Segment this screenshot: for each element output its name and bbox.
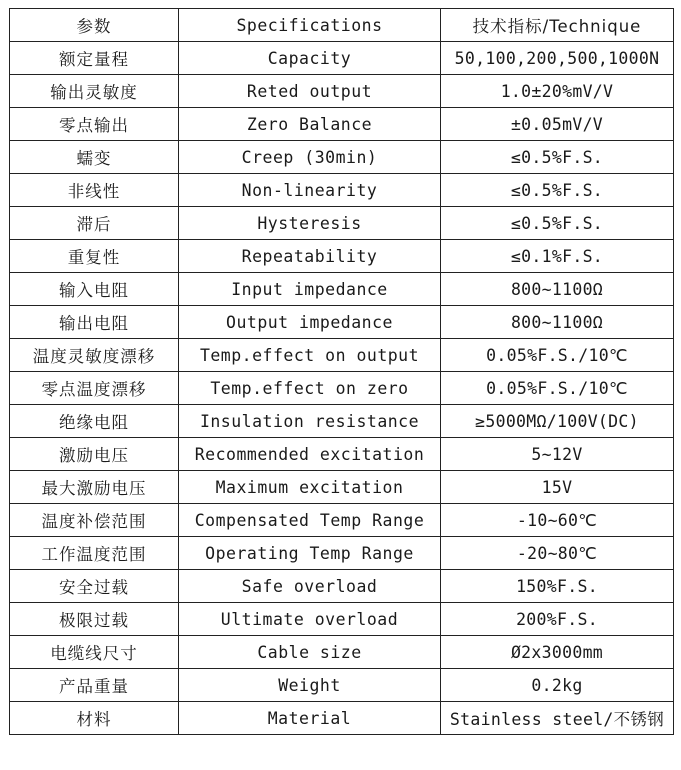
table-header-row [10, 9, 674, 42]
param-zh: 蠕变 [10, 141, 179, 174]
table-row [10, 306, 674, 339]
param-zh: 零点温度漂移 [10, 372, 179, 405]
table-row [10, 207, 674, 240]
header-technique: 技术指标/Technique [441, 9, 674, 42]
param-zh: 工作温度范围 [10, 537, 179, 570]
table-row [10, 438, 674, 471]
table-row [10, 240, 674, 273]
param-value: 200%F.S. [441, 603, 674, 636]
param-value: 800~1100Ω [441, 273, 674, 306]
param-value: 0.05%F.S./10℃ [441, 372, 674, 405]
param-value: -10~60℃ [441, 504, 674, 537]
param-zh: 输入电阻 [10, 273, 179, 306]
table-row [10, 339, 674, 372]
table-row [10, 504, 674, 537]
param-value: 5~12V [441, 438, 674, 471]
param-value: ≤0.5%F.S. [441, 174, 674, 207]
param-en: Non-linearity [179, 174, 441, 207]
param-value: Stainless steel/不锈钢 [441, 702, 674, 735]
param-value: 1.0±20%mV/V [441, 75, 674, 108]
param-en: Operating Temp Range [179, 537, 441, 570]
param-zh: 极限过载 [10, 603, 179, 636]
table-row [10, 603, 674, 636]
param-value: ±0.05mV/V [441, 108, 674, 141]
param-zh: 产品重量 [10, 669, 179, 702]
param-zh: 温度补偿范围 [10, 504, 179, 537]
param-value: 15V [441, 471, 674, 504]
table-row [10, 636, 674, 669]
param-zh: 激励电压 [10, 438, 179, 471]
table-row [10, 537, 674, 570]
param-zh: 额定量程 [10, 42, 179, 75]
param-en: Compensated Temp Range [179, 504, 441, 537]
param-en: Reted output [179, 75, 441, 108]
param-value: 0.05%F.S./10℃ [441, 339, 674, 372]
param-value: 0.2kg [441, 669, 674, 702]
param-zh: 输出灵敏度 [10, 75, 179, 108]
table-row [10, 669, 674, 702]
header-specifications: Specifications [179, 9, 441, 42]
param-en: Material [179, 702, 441, 735]
param-value: 800~1100Ω [441, 306, 674, 339]
table-row [10, 702, 674, 735]
param-value: -20~80℃ [441, 537, 674, 570]
param-zh: 重复性 [10, 240, 179, 273]
table-row [10, 273, 674, 306]
table-row [10, 372, 674, 405]
param-en: Repeatability [179, 240, 441, 273]
table-row [10, 174, 674, 207]
param-zh: 温度灵敏度漂移 [10, 339, 179, 372]
param-zh: 电缆线尺寸 [10, 636, 179, 669]
param-value: 50,100,200,500,1000N [441, 42, 674, 75]
param-zh: 材料 [10, 702, 179, 735]
param-en: Output impedance [179, 306, 441, 339]
param-value: ≤0.5%F.S. [441, 207, 674, 240]
specification-table [9, 8, 674, 735]
param-en: Maximum excitation [179, 471, 441, 504]
param-value: ≥5000MΩ/100V(DC) [441, 405, 674, 438]
table-row [10, 108, 674, 141]
param-en: Safe overload [179, 570, 441, 603]
param-en: Zero Balance [179, 108, 441, 141]
param-zh: 非线性 [10, 174, 179, 207]
param-en: Recommended excitation [179, 438, 441, 471]
param-en: Cable size [179, 636, 441, 669]
table-row [10, 405, 674, 438]
table-row [10, 570, 674, 603]
param-value: ≤0.5%F.S. [441, 141, 674, 174]
table-row [10, 471, 674, 504]
table-row [10, 75, 674, 108]
param-en: Input impedance [179, 273, 441, 306]
param-value: ≤0.1%F.S. [441, 240, 674, 273]
param-zh: 输出电阻 [10, 306, 179, 339]
param-en: Insulation resistance [179, 405, 441, 438]
param-en: Temp.effect on output [179, 339, 441, 372]
header-param: 参数 [10, 9, 179, 42]
param-en: Capacity [179, 42, 441, 75]
param-zh: 安全过载 [10, 570, 179, 603]
param-zh: 滞后 [10, 207, 179, 240]
param-en: Hysteresis [179, 207, 441, 240]
param-zh: 零点输出 [10, 108, 179, 141]
table-row [10, 42, 674, 75]
param-zh: 绝缘电阻 [10, 405, 179, 438]
param-en: Creep (30min) [179, 141, 441, 174]
param-en: Temp.effect on zero [179, 372, 441, 405]
table-row [10, 141, 674, 174]
param-zh: 最大激励电压 [10, 471, 179, 504]
param-value: 150%F.S. [441, 570, 674, 603]
param-value: Ø2x3000mm [441, 636, 674, 669]
param-en: Weight [179, 669, 441, 702]
param-en: Ultimate overload [179, 603, 441, 636]
